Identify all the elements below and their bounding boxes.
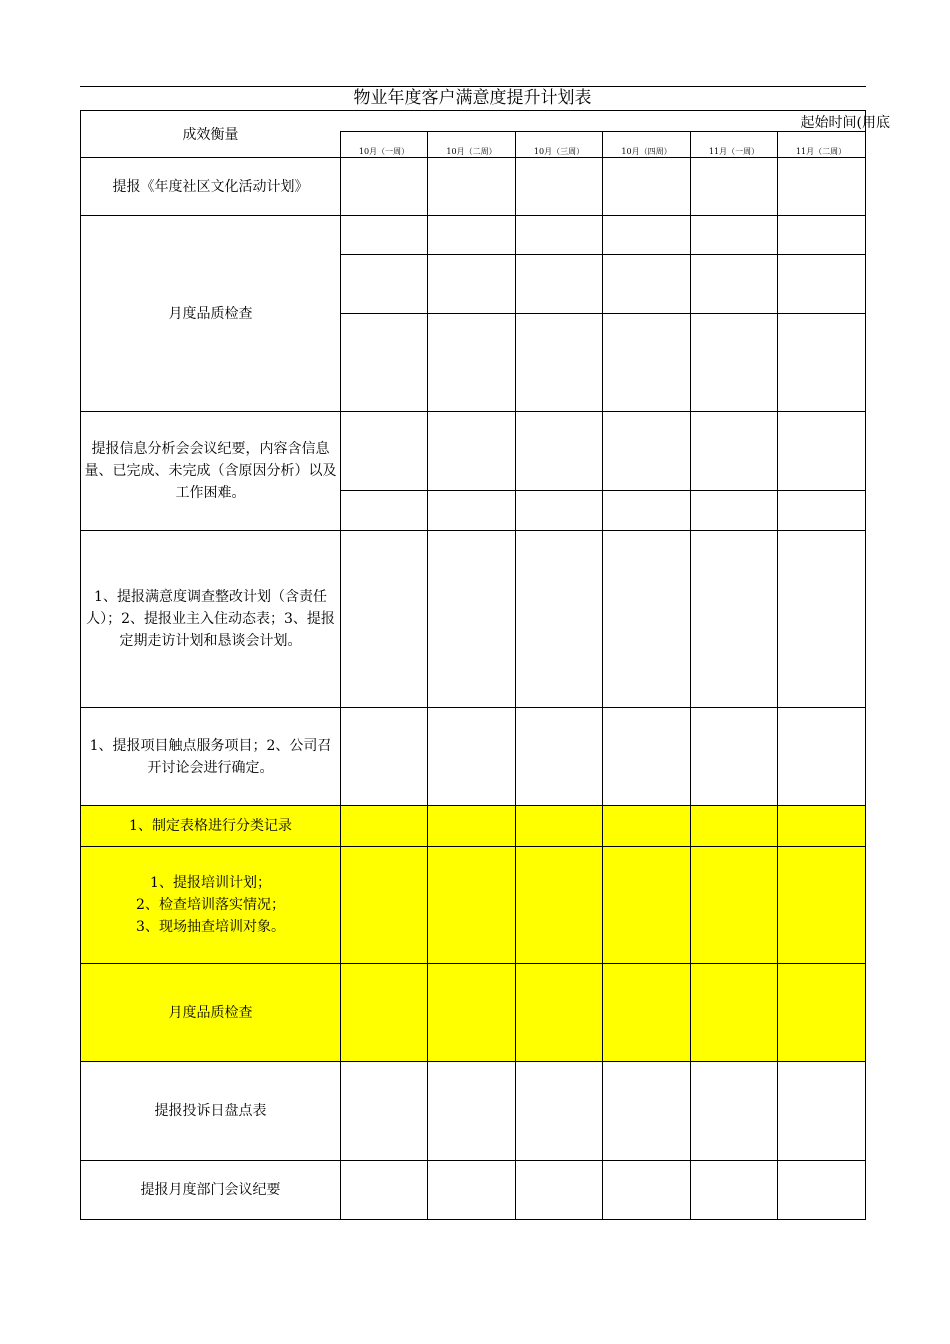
- week-header: 10月（二周）: [446, 147, 497, 156]
- week-header: 11月（一周）: [708, 147, 760, 156]
- measure-cell: 1、提报项目触点服务项目；2、公司召开讨论会进行确定。: [89, 737, 332, 776]
- grid-vline: [865, 110, 866, 1220]
- measure-cell: 提报《年度社区文化活动计划》: [112, 178, 309, 195]
- grid-hline: [340, 490, 866, 491]
- grid-hline: [340, 313, 866, 314]
- grid-vline: [427, 131, 428, 1220]
- week-header: 10月（一周）: [358, 147, 410, 156]
- measure-header: 成效衡量: [182, 127, 239, 143]
- grid-vline: [515, 131, 516, 1220]
- measure-cell: 1、提报满意度调查整改计划（含责任人）；2、提报业主入住动态表；3、提报定期走访计划和恳谈会计划。: [86, 589, 335, 649]
- measure-cell: 1、提报培训计划； 2、检查培训落实情况； 3、现场抽查培训对象。: [136, 875, 285, 935]
- measure-cell: 提报月度部门会议纪要: [140, 1182, 281, 1198]
- start-time-label: 起始时间(用底: [800, 115, 890, 131]
- measure-cell: 月度品质检查: [168, 1004, 253, 1021]
- grid-vline: [340, 131, 341, 1220]
- grid-vline: [777, 131, 778, 1220]
- grid-hline: [340, 254, 866, 255]
- week-header: 10月（三周）: [533, 147, 585, 156]
- grid-hline: [80, 1219, 866, 1220]
- measure-cell: 提报投诉日盘点表: [154, 1103, 267, 1119]
- sheet-title: 物业年度客户满意度提升计划表: [353, 88, 592, 108]
- measure-cell: 1、制定表格进行分类记录: [129, 818, 292, 834]
- week-header: 11月（二周）: [795, 147, 847, 156]
- grid-vline: [602, 131, 603, 1220]
- measure-cell: 提报信息分析会会议纪要，内容含信息量、已完成、未完成（含原因分析）以及工作困难。: [84, 441, 337, 501]
- measure-cell: 月度品质检查: [168, 305, 253, 322]
- week-header: 10月（四周）: [621, 147, 672, 156]
- grid-vline: [690, 131, 691, 1220]
